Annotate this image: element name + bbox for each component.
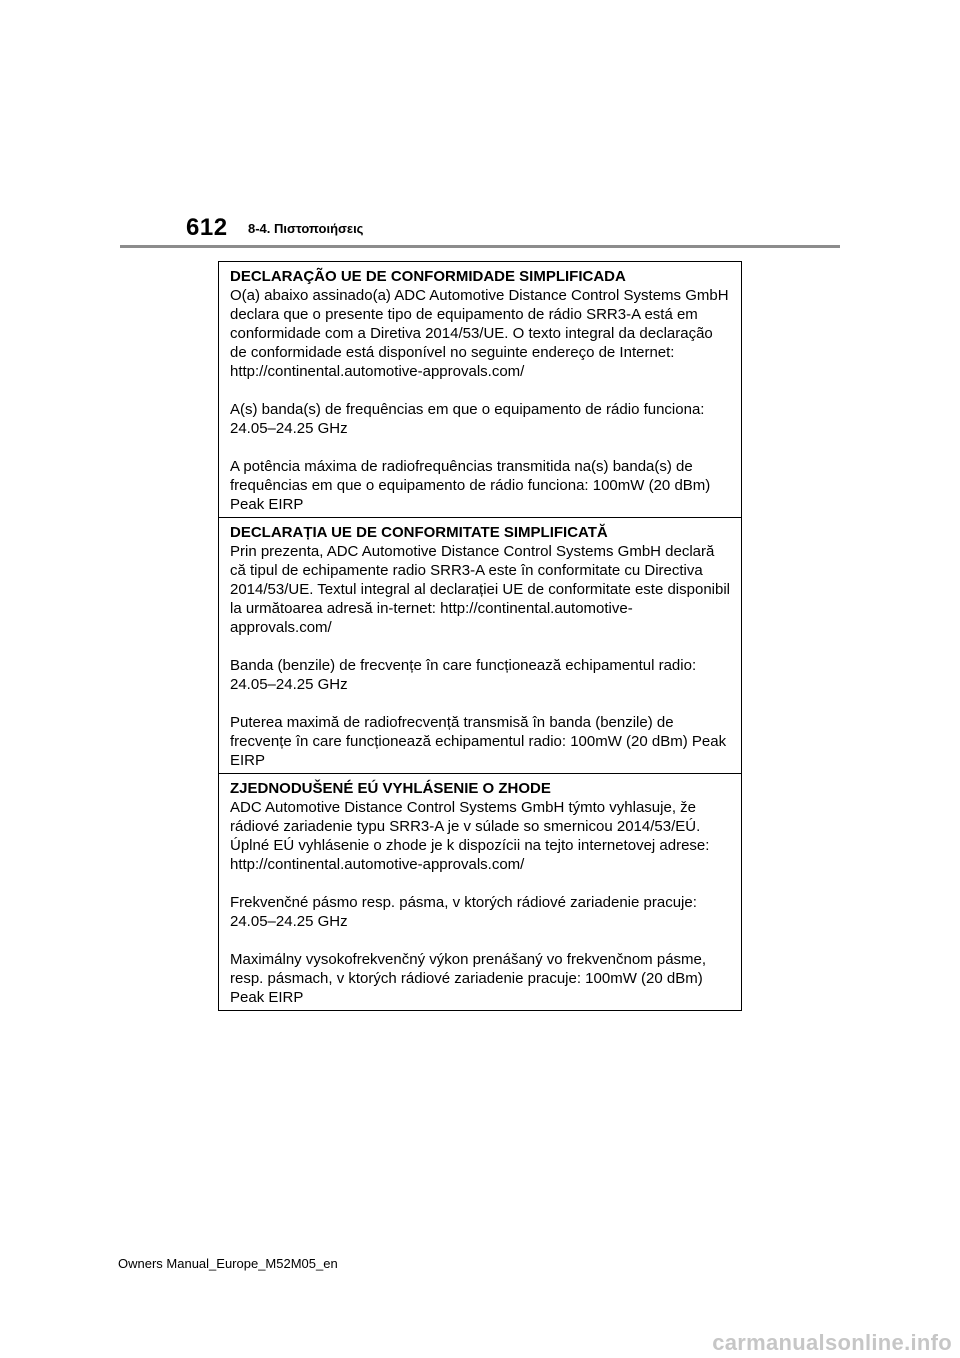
declaration-paragraph: Puterea maximă de radiofrecvență transmisă în banda (benzile) de frecvențe în care funcționează echipamentul radio: 100mW (20 dBm) Peak EIRP — [230, 714, 727, 769]
declaration-paragraph: O(a) abaixo assinado(a) ADC Automotive Distance Control Systems GmbH declara que o presente tipo de equipamento de rádio SRR3-A está em conformidade com a Diretiva 2014/53/UE. O texto integral da declaração de conformidade está disponível no seguinte endereço de Internet: http://continental.automotive-approvals.com/ — [230, 287, 729, 380]
declaration-paragraph: A(s) banda(s) de frequências em que o equipamento de rádio funciona: 24.05–24.25 GHz — [230, 401, 705, 437]
declaration-paragraph: ADC Automotive Distance Control Systems GmbH týmto vyhlasuje, že rádiové zariadenie typu SRR3-A je v súlade so smernicou 2014/53/EÚ. Úplné EÚ vyhlásenie o zhode je k dispozícii na tejto internetovej adrese: http://continental.automotive-approvals.com/ — [230, 799, 710, 873]
watermark-text: carmanualsonline.info — [712, 1330, 952, 1355]
declaration-table — [218, 261, 742, 1011]
page-number: 612 — [186, 214, 228, 241]
declaration-paragraph: A potência máxima de radiofrequências transmitida na(s) banda(s) de frequências em que o equipamento de rádio funciona: 100mW (20 dBm) Peak EIRP — [230, 458, 711, 513]
section-title: 8-4. Πιστοποιήσεις — [248, 221, 364, 236]
declaration-block-slovak — [219, 773, 741, 1010]
declaration-paragraph: Maximálny vysokofrekvenčný výkon prenášaný vo frekvenčnom pásme, resp. pásmach, v ktorých rádiové zariadenie pracuje: 100mW (20 dBm) Peak EIRP — [230, 951, 707, 1006]
declaration-heading: ZJEDNODUŠENÉ EÚ VYHLÁSENIE O ZHODE — [230, 780, 551, 797]
declaration-paragraph: Frekvenčné pásmo resp. pásma, v ktorých rádiové zariadenie pracuje: 24.05–24.25 GHz — [230, 894, 697, 930]
header-divider — [120, 245, 840, 248]
declaration-block-romanian — [219, 517, 741, 773]
footer-document-name: Owners Manual_Europe_M52M05_en — [118, 1256, 338, 1271]
declaration-heading: DECLARAÇÃO UE DE CONFORMIDADE SIMPLIFICADA — [230, 268, 626, 285]
declaration-paragraph: Prin prezenta, ADC Automotive Distance Control Systems GmbH declară că tipul de echipamente radio SRR3-A este în conformitate cu Directiva 2014/53/UE. Textul integral al declarației UE de conformitate este disponibil la următoarea adresă in-ternet: http://continental.automotive-approvals.com/ — [230, 543, 731, 636]
declaration-block-portuguese — [219, 262, 741, 517]
declaration-paragraph: Banda (benzile) de frecvențe în care funcționează echipamentul radio: 24.05–24.25 GHz — [230, 657, 697, 693]
declaration-heading: DECLARAȚIA UE DE CONFORMITATE SIMPLIFICATĂ — [230, 524, 608, 541]
